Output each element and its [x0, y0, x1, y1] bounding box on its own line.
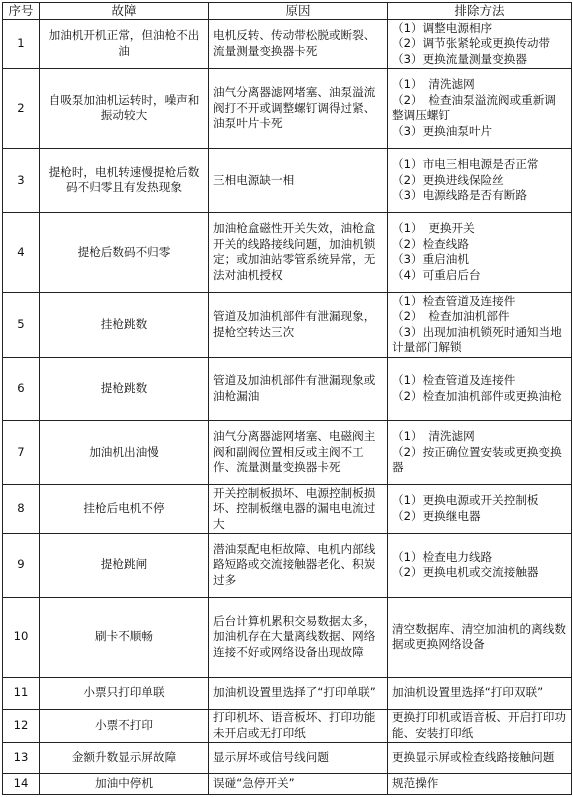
fault-cell: 提枪跳闸 — [40, 533, 209, 597]
fault-cell: 提枪跳数 — [40, 357, 209, 421]
fix-step: （2）检查线路 — [392, 236, 469, 251]
fix-step: （1）市电三相电源是否正常 — [392, 157, 539, 172]
table-row — [3, 212, 572, 292]
fix-step: （2）更换电机或交流接触器 — [392, 565, 539, 580]
cause-cell: 显示屏坏或信号线问题 — [209, 742, 388, 774]
cause-cell: 电机反转、传动带松脱或断裂、流量测量变换器卡死 — [209, 20, 388, 69]
fix-step: （1）检查电力线路 — [392, 549, 493, 564]
fix-step: （2）按正确位置安装或更换变换器 — [392, 444, 562, 475]
fault-cell: 提枪时，电机转速慢提枪后数码不归零且有发热现象 — [40, 148, 209, 212]
cause-cell: 管道及加油机部件有泄漏现象或油枪漏油 — [209, 357, 388, 421]
fix-step: （3）重启油机 — [392, 252, 469, 267]
fix-cell — [388, 709, 572, 742]
table-row — [3, 774, 572, 795]
fix-step: 清空数据库、清空加油机的离线数据或更换网络设备 — [392, 621, 566, 652]
fix-cell — [388, 148, 572, 212]
fix-step: （2） 检查加油机部件 — [392, 309, 510, 324]
fix-step: （3）更换油泵叶片 — [392, 123, 493, 138]
fix-step: （4）可重启后台 — [392, 267, 481, 282]
row-index: 9 — [3, 533, 40, 597]
row-index: 3 — [3, 148, 40, 212]
header-fix: 排除方法 — [388, 3, 572, 20]
fault-cell: 自吸泵加油机运转时，噪声和振动较大 — [40, 68, 209, 148]
table-row — [3, 597, 572, 677]
fix-step: （2）更换继电器 — [392, 508, 481, 523]
fault-cell: 提枪后数码不归零 — [40, 212, 209, 292]
fix-step: （1） 清洗滤网 — [392, 429, 475, 444]
fix-step: （1）调整电源相序 — [392, 20, 493, 35]
fault-cell: 小票不打印 — [40, 709, 209, 742]
fix-step: （1） 更换开关 — [392, 221, 475, 236]
cause-cell: 加油机设置里选择了“打印单联” — [209, 677, 388, 709]
fix-step: （2）检查加油机部件或更换油枪 — [392, 388, 562, 403]
header-index: 序号 — [3, 3, 40, 20]
fix-step: （1）更换电源或开关控制板 — [392, 493, 539, 508]
header-cause: 原因 — [209, 3, 388, 20]
row-index: 5 — [3, 292, 40, 357]
table-row — [3, 742, 572, 774]
fix-cell — [388, 68, 572, 148]
row-index: 8 — [3, 485, 40, 534]
fault-cell: 刷卡不顺畅 — [40, 597, 209, 677]
cause-cell: 误碰“急停开关” — [209, 774, 388, 795]
fault-table — [2, 2, 572, 795]
fault-cell: 金额升数显示屏故障 — [40, 742, 209, 774]
row-index: 7 — [3, 421, 40, 485]
fault-cell: 加油机开机正常，但油枪不出油 — [40, 20, 209, 69]
fix-cell — [388, 533, 572, 597]
cause-cell: 三相电源缺一相 — [209, 148, 388, 212]
fix-step: 加油机设置里选择“打印双联” — [392, 685, 544, 700]
row-index: 12 — [3, 709, 40, 742]
fix-cell — [388, 774, 572, 795]
row-index: 6 — [3, 357, 40, 421]
table-row — [3, 533, 572, 597]
fault-cell: 加油机出油慢 — [40, 421, 209, 485]
fix-step: （1）检查管道及连接件 — [392, 293, 516, 308]
fix-step: （3）电源线路是否有断路 — [392, 188, 527, 203]
cause-cell: 打印机坏、语音板坏、打印功能未开启或无打印纸 — [209, 709, 388, 742]
fault-cell: 挂枪后电机不停 — [40, 485, 209, 534]
cause-cell: 后台计算机累积交易数据太多，加油机存在大量离线数据、网络连接不好或网络设备出现故障 — [209, 597, 388, 677]
fix-cell — [388, 357, 572, 421]
row-index: 14 — [3, 774, 40, 795]
fix-cell — [388, 597, 572, 677]
fault-cell: 加油中停机 — [40, 774, 209, 795]
row-index: 13 — [3, 742, 40, 774]
fault-cell: 小票只打印单联 — [40, 677, 209, 709]
fix-cell — [388, 485, 572, 534]
table-row — [3, 709, 572, 742]
fix-step: 规范操作 — [392, 776, 439, 791]
row-index: 4 — [3, 212, 40, 292]
table-row — [3, 357, 572, 421]
row-index: 10 — [3, 597, 40, 677]
fix-step: （3）更换流量测量变换器 — [392, 51, 527, 66]
cause-cell: 管道及加油机部件有泄漏现象，提枪空转达三次 — [209, 292, 388, 357]
fix-cell — [388, 421, 572, 485]
cause-cell: 加油枪盒磁性开关失效，油枪盒开关的线路接线问题，加油机锁定；或加油站零管系统异常，无法对油机授权 — [209, 212, 388, 292]
fix-cell — [388, 742, 572, 774]
table-row — [3, 677, 572, 709]
fix-cell — [388, 677, 572, 709]
fix-step: （3）出现加油机锁死时通知当地计量部门解锁 — [392, 324, 562, 355]
cause-cell: 油气分离器滤网堵塞、油泵溢流阀打不开或调整螺钉调得过紧、油泵叶片卡死 — [209, 68, 388, 148]
cause-cell: 油气分离器滤网堵塞、电磁阀主阀和副阀位置相反或主阀不工作、流量测量变换器卡死 — [209, 421, 388, 485]
row-index: 11 — [3, 677, 40, 709]
fix-step: （2）调节张紧轮或更换传动带 — [392, 36, 551, 51]
cause-cell: 开关控制板损坏、电源控制板损坏、控制板继电器的漏电电流过大 — [209, 485, 388, 534]
fix-step: 更换打印机或语音板、开启打印功能、安装打印纸 — [392, 710, 566, 740]
fix-step: 更换显示屏或检查线路接触问题 — [392, 750, 555, 765]
fix-step: （1） 清洗滤网 — [392, 77, 475, 92]
table-row — [3, 421, 572, 485]
header-row — [3, 3, 572, 20]
row-index: 2 — [3, 68, 40, 148]
fix-step: （1）检查管道及连接件 — [392, 373, 516, 388]
table-row — [3, 292, 572, 357]
table-row — [3, 148, 572, 212]
table-row — [3, 68, 572, 148]
fix-cell — [388, 212, 572, 292]
table-row — [3, 20, 572, 69]
fix-step: （2）更换进线保险丝 — [392, 172, 504, 187]
table-row — [3, 485, 572, 534]
table-body — [3, 20, 572, 795]
fix-cell — [388, 292, 572, 357]
fix-step: （2） 检查油泵溢流阀或重新调整调压螺钉 — [392, 92, 556, 123]
cause-cell: 潜油泵配电柜故障、电机内部线路短路或交流接触器老化、积炭过多 — [209, 533, 388, 597]
fix-cell — [388, 20, 572, 69]
row-index: 1 — [3, 20, 40, 69]
header-fault: 故障 — [40, 3, 209, 20]
fault-cell: 挂枪跳数 — [40, 292, 209, 357]
